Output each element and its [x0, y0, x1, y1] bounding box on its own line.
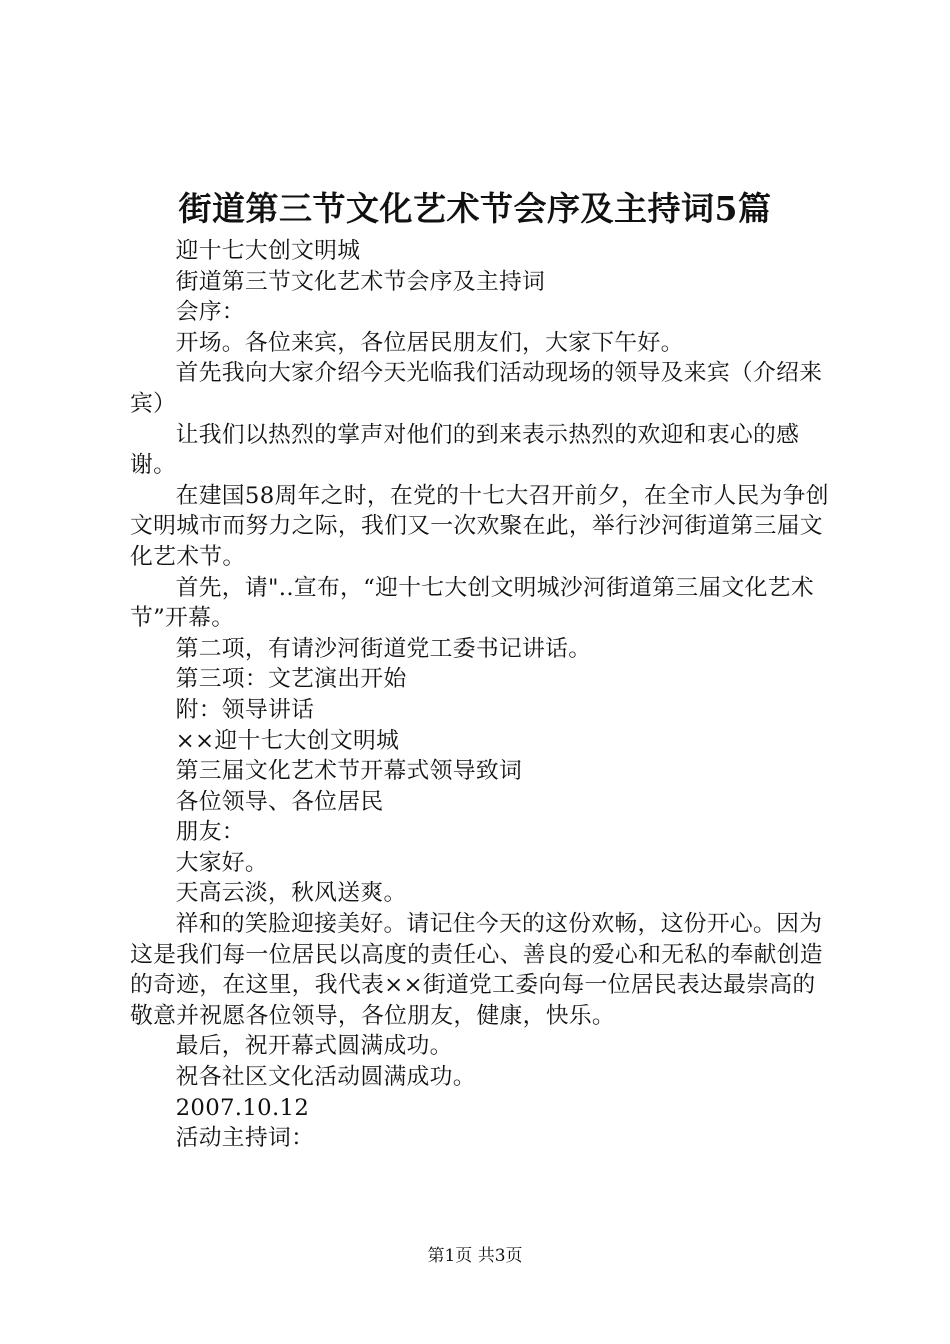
paragraph: ××迎十七大创文明城	[175, 727, 400, 754]
paragraph: 天高云淡，秋风送爽。	[175, 880, 407, 907]
document-title: 街道第三节文化艺术节会序及主持词5篇	[178, 189, 772, 228]
paragraph: 第二项，有请沙河街道党工委书记讲话。	[175, 635, 592, 662]
paragraph: 活动主持词：	[175, 1125, 315, 1152]
paragraph: 开场。各位来宾，各位居民朋友们，大家下午好。	[175, 329, 684, 356]
paragraph: 朋友：	[175, 819, 245, 846]
paragraph: 附：领导讲话	[175, 696, 315, 723]
paragraph: 大家好。	[175, 849, 268, 876]
page-number-footer: 第1页 共3页	[427, 1246, 523, 1266]
paragraph: 最后，祝开幕式圆满成功。	[175, 1033, 453, 1060]
paragraph: 第三项：文艺演出开始	[175, 666, 407, 693]
paragraph: 祝各社区文化活动圆满成功。	[175, 1064, 476, 1091]
paragraph: 首先，请"..宣布，“迎十七大创文明城沙河街道第三届文化艺术节”开幕。	[130, 574, 814, 632]
paragraph: 祥和的笑脸迎接美好。请记住今天的这份欢畅，这份开心。因为这是我们每一位居民以高度的责任心、善良的爱心和无私的奉献创造的奇迹，在这里，我代表××街道党工委向每一位居民表达最崇高的敬意并祝愿各位领导，各位朋友，健康，快乐。	[130, 911, 823, 1029]
paragraph: 在建国58周年之时，在党的十七大召开前夕，在全市人民为争创文明城市而努力之际，我们又一次欢聚在此，举行沙河街道第三届文化艺术节。	[130, 482, 829, 570]
paragraph: 让我们以热烈的掌声对他们的到来表示热烈的欢迎和衷心的感谢。	[130, 421, 800, 479]
paragraph: 会序：	[175, 299, 245, 326]
document-body	[130, 236, 830, 1154]
paragraph: 2007.10.12	[175, 1094, 310, 1121]
paragraph: 迎十七大创文明城	[175, 238, 361, 264]
paragraph: 第三届文化艺术节开幕式领导致词	[175, 758, 523, 785]
paragraph: 各位领导、各位居民	[175, 788, 384, 815]
paragraph: 首先我向大家介绍今天光临我们活动现场的领导及来宾（介绍来宾）	[130, 360, 823, 417]
paragraph: 街道第三节文化艺术节会序及主持词	[175, 268, 546, 295]
